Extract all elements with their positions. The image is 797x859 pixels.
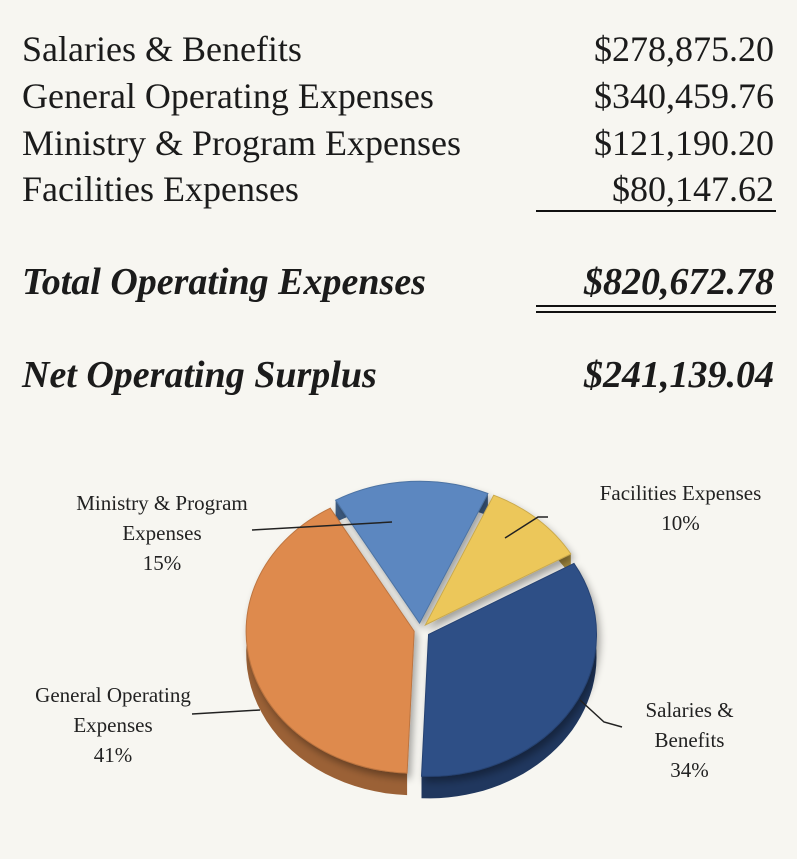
- pie-label-line: General Operating: [35, 683, 191, 707]
- pie-label-value: 10%: [661, 511, 700, 535]
- total-double-rule-top: [536, 305, 776, 307]
- total-row: [22, 257, 774, 307]
- expense-row-facilities: [22, 166, 774, 216]
- expense-row-salaries: [22, 26, 774, 76]
- total-amount: $820,672.78: [584, 261, 774, 303]
- subtotal-rule: [536, 210, 776, 212]
- expense-label: Salaries & Benefits: [22, 29, 302, 69]
- pie-label-line: Facilities Expenses: [599, 481, 762, 505]
- expense-amount: $121,190.20: [594, 123, 774, 163]
- pie-label-value: 41%: [93, 743, 133, 767]
- net-surplus-label: Net Operating Surplus: [22, 354, 377, 396]
- pie-label-line: Salaries &: [645, 698, 734, 722]
- expense-row-ministry-program: [22, 120, 774, 170]
- pie-tops: [246, 481, 596, 776]
- net-surplus-amount: $241,139.04: [584, 354, 774, 396]
- expense-pie-chart: [0, 470, 797, 854]
- pie-label-line: Expenses: [73, 713, 153, 737]
- pie-label-facilities: [578, 478, 783, 538]
- expense-label: General Operating Expenses: [22, 76, 434, 116]
- pie-label-ministry: [52, 488, 272, 578]
- pie-label-general: [8, 680, 218, 770]
- total-double-rule-bottom: [536, 311, 776, 313]
- net-surplus-row: [22, 350, 774, 400]
- pie-label-line: Ministry & Program: [76, 491, 248, 515]
- expense-label: Ministry & Program Expenses: [22, 123, 461, 163]
- pie-label-salaries: [622, 695, 757, 785]
- expense-amount: $80,147.62: [612, 169, 774, 209]
- pie-label-value: 34%: [670, 758, 709, 782]
- pie-label-line: Expenses: [122, 521, 202, 545]
- total-label: Total Operating Expenses: [22, 261, 426, 303]
- pie-label-line: Benefits: [654, 728, 725, 752]
- expense-row-general-operating: [22, 73, 774, 123]
- expense-label: Facilities Expenses: [22, 169, 299, 209]
- pie-label-value: 15%: [142, 551, 182, 575]
- expense-amount: $278,875.20: [594, 29, 774, 69]
- expense-amount: $340,459.76: [594, 76, 774, 116]
